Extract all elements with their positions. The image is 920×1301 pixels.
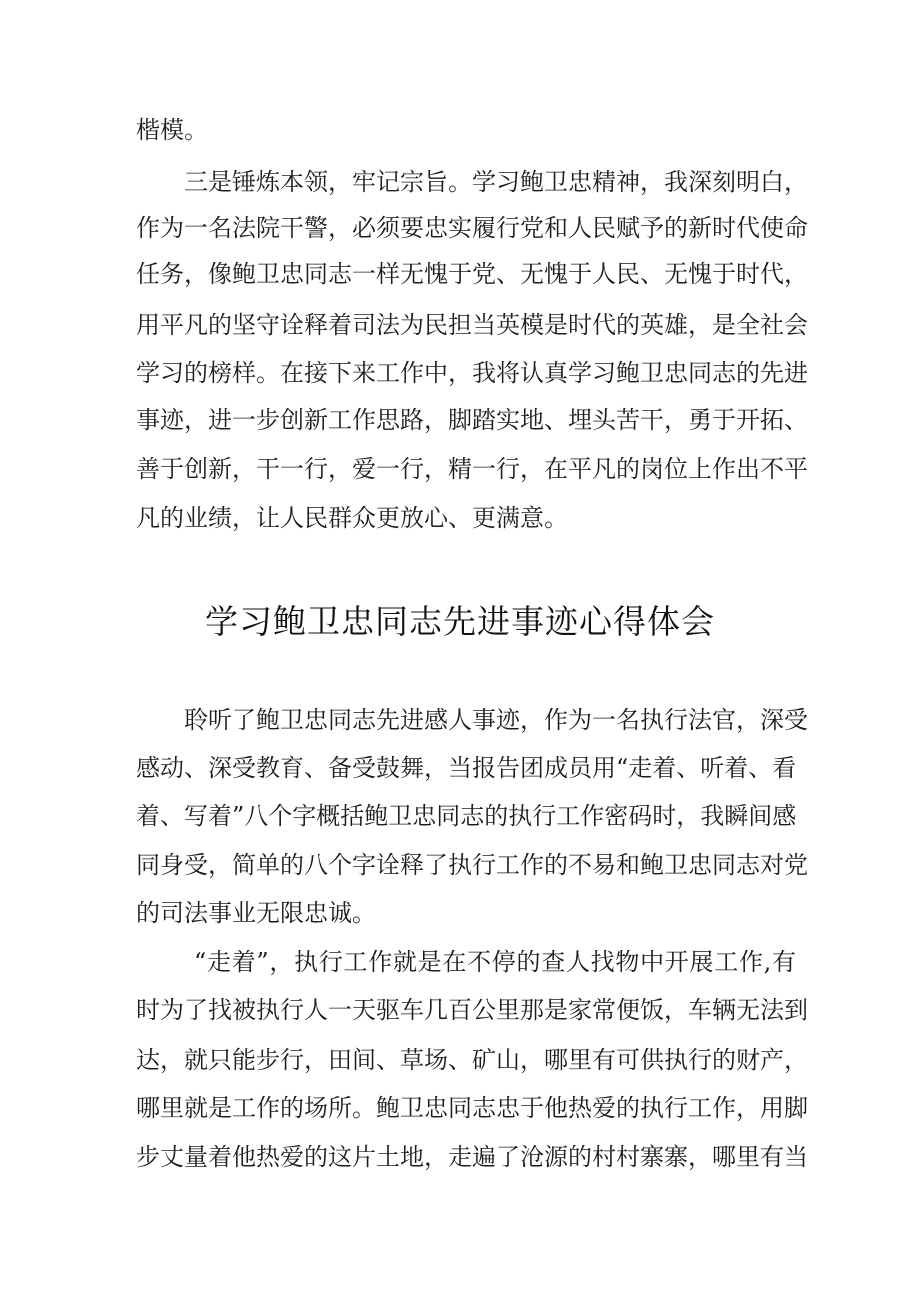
text-line: 作为一名法院干警，必须要忠实履行党和人民赋予的新时代使命	[136, 214, 808, 242]
text-line: 用平凡的坚守诠释着司法为民担当英模是时代的英雄，是全社会	[136, 311, 808, 339]
text-line: 楷模。	[136, 116, 208, 144]
text-line: 的司法事业无限忠诚。	[136, 899, 376, 927]
text-line: 学习的榜样。在接下来工作中，我将认真学习鲍卫忠同志的先进	[136, 359, 808, 387]
text-line: 三是锤炼本领，牢记宗旨。学习鲍卫忠精神，我深刻明白，	[184, 168, 808, 196]
text-line: 聆听了鲍卫忠同志先进感人事迹，作为一名执行法官，深受	[184, 706, 808, 734]
text-line: 事迹，进一步创新工作思路，脚踏实地、埋头苦干，勇于开拓、	[136, 406, 808, 434]
text-line: 感动、深受教育、备受鼓舞，当报告团成员用“走着、听着、看	[136, 754, 797, 782]
text-line: 凡的业绩，让人民群众更放心、更满意。	[136, 504, 568, 532]
document-title: 学习鲍卫忠同志先进事迹心得体会	[205, 602, 715, 641]
text-line: 达，就只能步行，田间、草场、矿山，哪里有可供执行的财产，	[136, 1046, 808, 1074]
text-line: 着、写着”八个字概括鲍卫忠同志的执行工作密码时，我瞬间感	[136, 802, 797, 830]
text-line: “走着”，执行工作就是在不停的查人找物中开展工作,有	[194, 948, 796, 976]
text-line: 步丈量着他热爱的这片土地，走遍了沧源的村村寨寨，哪里有当	[136, 1143, 808, 1171]
text-line: 任务，像鲍卫忠同志一样无愧于党、无愧于人民、无愧于时代，	[136, 260, 808, 288]
text-line: 善于创新，干一行，爱一行，精一行，在平凡的岗位上作出不平	[136, 455, 808, 483]
text-line: 哪里就是工作的场所。鲍卫忠同志忠于他热爱的执行工作，用脚	[136, 1094, 808, 1122]
text-line: 时为了找被执行人一天驱车几百公里那是家常便饭，车辆无法到	[136, 996, 808, 1024]
text-line: 同身受，简单的八个字诠释了执行工作的不易和鲍卫忠同志对党	[136, 851, 808, 879]
